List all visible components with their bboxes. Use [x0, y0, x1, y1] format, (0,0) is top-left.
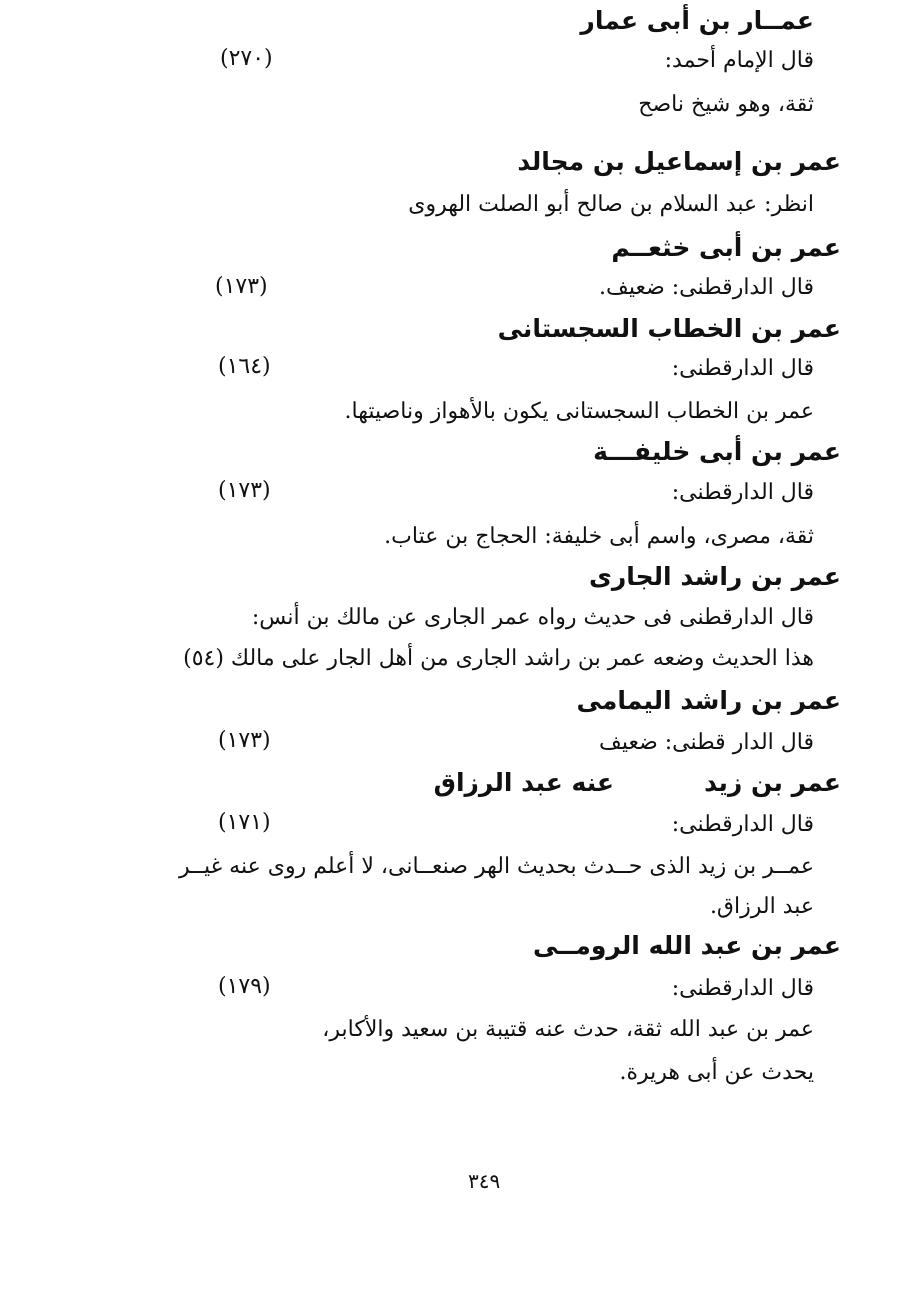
- entry-heading: عمر بن أبى خثعــم: [611, 233, 841, 262]
- entry-text: عمــر بن زيد الذى حــدث بحديث الهر صنعــانى، لا أعلم روى عنه غيــر: [179, 854, 814, 879]
- entry-heading: عمــار بن أبى عمار: [580, 6, 814, 35]
- entry-text: عبد الرزاق.: [709, 894, 814, 919]
- reference-number: (١٦٤): [218, 354, 271, 379]
- entry-heading: عمر بن أبى خليفـــة: [593, 437, 841, 466]
- entry-text: ثقة، مصرى، واسم أبى خليفة: الحجاج بن عتاب.: [384, 524, 814, 549]
- entry-text: يحدث عن أبى هريرة.: [619, 1060, 814, 1085]
- entry-text: قال الدارقطنى: ضعيف.: [599, 275, 814, 300]
- entry-heading: عمر بن راشد الجارى: [588, 562, 841, 591]
- entry-text: قال الدار قطنى: ضعيف: [599, 730, 814, 755]
- reference-number: (١٧٣): [218, 478, 271, 503]
- entry-text: هذا الحديث وضعه عمر بن راشد الجارى من أهل الجار على مالك (٥٤): [183, 646, 814, 671]
- reference-number: (١٧٣): [215, 274, 268, 299]
- page-number: ٣٤٩: [468, 1169, 501, 1193]
- entry-text: قال الدارقطنى:: [671, 480, 814, 505]
- entry-text: عمر بن الخطاب السجستانى يكون بالأهواز وناصيتها.: [344, 399, 814, 424]
- entry-heading: عمر بن الخطاب السجستانى: [497, 314, 841, 343]
- entry-heading: عمر بن راشد اليمامى: [576, 686, 841, 715]
- entry-text: عمر بن عبد الله ثقة، حدث عنه قتيبة بن سعيد والأكابر،: [322, 1017, 814, 1042]
- entry-heading: عمر بن إسماعيل بن مجالد: [517, 147, 841, 176]
- reference-number: (٢٧٠): [220, 46, 273, 71]
- entry-heading: عمر بن زيد: [704, 768, 841, 797]
- entry-text: قال الدارقطنى فى حديث رواه عمر الجارى عن مالك بن أنس:: [251, 605, 814, 630]
- entry-text: ثقة، وهو شيخ ناصح: [638, 92, 814, 117]
- entry-text: قال الدارقطنى:: [671, 976, 814, 1001]
- reference-number: (١٧٩): [218, 974, 271, 999]
- entry-heading: عمر بن عبد الله الرومــى: [532, 931, 841, 960]
- entry-text: انظر: عبد السلام بن صالح أبو الصلت الهروى: [408, 192, 814, 217]
- entry-text: قال الإمام أحمد:: [664, 48, 814, 73]
- reference-number: (١٧١): [218, 810, 271, 835]
- entry-text: قال الدارقطنى:: [671, 356, 814, 381]
- reference-number: (١٧٣): [218, 728, 271, 753]
- entry-heading-note: عنه عبد الرزاق: [433, 768, 614, 797]
- entry-text: قال الدارقطنى:: [671, 812, 814, 837]
